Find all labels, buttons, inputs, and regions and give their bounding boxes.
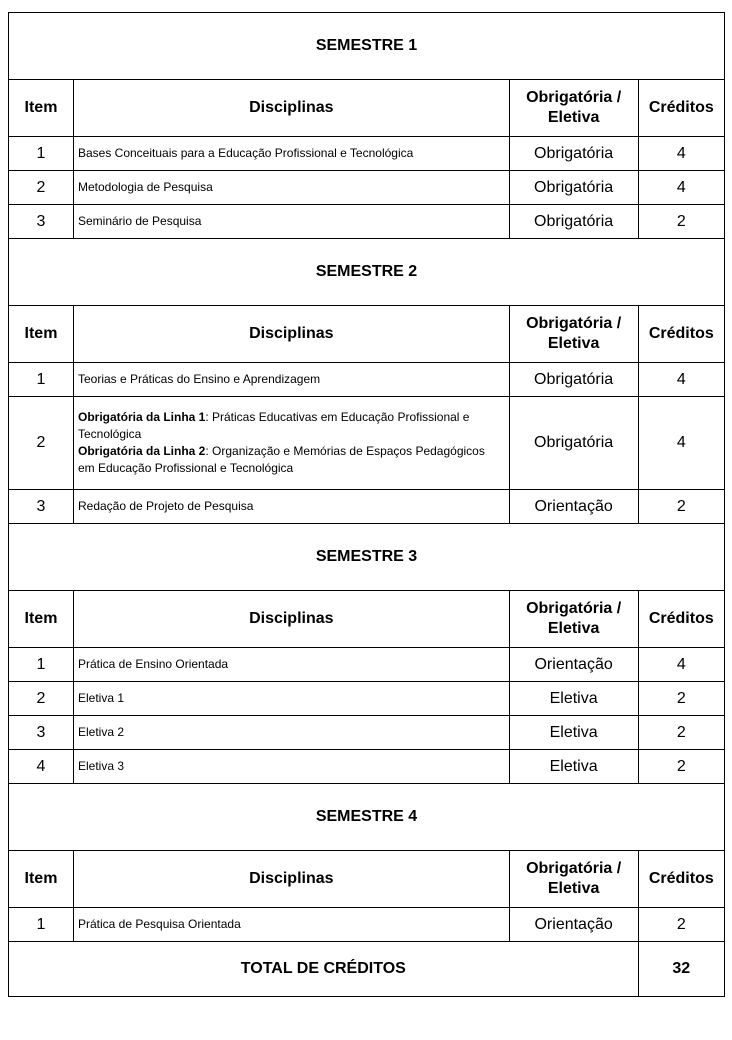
header-item: Item (9, 306, 74, 363)
header-disciplinas: Disciplinas (73, 851, 509, 908)
discipline-credits: 4 (638, 648, 724, 682)
discipline-type: Obrigatória (509, 137, 638, 171)
semester-4-title-row (9, 784, 725, 851)
item-number: 3 (9, 490, 74, 524)
item-number: 3 (9, 716, 74, 750)
discipline-credits: 2 (638, 750, 724, 784)
total-row (9, 942, 725, 997)
header-creditos: Créditos (638, 80, 724, 137)
semester-1-title-row (9, 13, 725, 80)
semester-3-header-row (9, 591, 725, 648)
item-number: 2 (9, 171, 74, 205)
discipline-name: Eletiva 1 (73, 682, 509, 716)
discipline-name: Eletiva 3 (73, 750, 509, 784)
discipline-credits: 2 (638, 908, 724, 942)
header-obrigatoria-eletiva: Obrigatória / Eletiva (509, 80, 638, 137)
discipline-name: Redação de Projeto de Pesquisa (73, 490, 509, 524)
discipline-type: Obrigatória (509, 397, 638, 490)
semester-3-title-row (9, 524, 725, 591)
discipline-type: Obrigatória (509, 205, 638, 239)
header-disciplinas: Disciplinas (73, 306, 509, 363)
header-obrigatoria-eletiva: Obrigatória / Eletiva (509, 851, 638, 908)
discipline-type: Eletiva (509, 716, 638, 750)
discipline-credits: 4 (638, 137, 724, 171)
discipline-type: Obrigatória (509, 363, 638, 397)
discipline-credits: 4 (638, 171, 724, 205)
table-row (9, 137, 725, 171)
semester-2-title: SEMESTRE 2 (9, 239, 725, 306)
discipline-credits: 2 (638, 205, 724, 239)
semester-4-title: SEMESTRE 4 (9, 784, 725, 851)
discipline-credits: 2 (638, 490, 724, 524)
discipline-type: Eletiva (509, 682, 638, 716)
discipline-name: Metodologia de Pesquisa (73, 171, 509, 205)
semester-3-title: SEMESTRE 3 (9, 524, 725, 591)
item-number: 2 (9, 682, 74, 716)
total-value: 32 (638, 942, 724, 997)
discipline-credits: 4 (638, 363, 724, 397)
table-row (9, 397, 725, 490)
discipline-type: Orientação (509, 908, 638, 942)
table-row (9, 363, 725, 397)
discipline-name: Prática de Ensino Orientada (73, 648, 509, 682)
discipline-credits: 2 (638, 682, 724, 716)
header-creditos: Créditos (638, 851, 724, 908)
discipline-type: Eletiva (509, 750, 638, 784)
discipline-credits: 2 (638, 716, 724, 750)
curriculum-sheet (8, 12, 725, 997)
discipline-name: Bases Conceituais para a Educação Profissional e Tecnológica (73, 137, 509, 171)
semester-2-header-row (9, 306, 725, 363)
curriculum-table (8, 12, 725, 997)
discipline-credits: 4 (638, 397, 724, 490)
header-disciplinas: Disciplinas (73, 591, 509, 648)
line-2-text: : Organização e Memórias de Espaços Pedagógicos em Educação Profissional e Tecnológica (77, 444, 485, 475)
header-creditos: Créditos (638, 591, 724, 648)
line-2-label: Obrigatória da Linha 2 (77, 444, 206, 458)
discipline-name-multiline (73, 397, 509, 490)
table-row (9, 171, 725, 205)
table-row (9, 682, 725, 716)
table-row (9, 750, 725, 784)
header-disciplinas: Disciplinas (73, 80, 509, 137)
header-creditos: Créditos (638, 306, 724, 363)
total-label: TOTAL DE CRÉDITOS (9, 942, 639, 997)
table-row (9, 490, 725, 524)
header-obrigatoria-eletiva: Obrigatória / Eletiva (509, 591, 638, 648)
discipline-name: Teorias e Práticas do Ensino e Aprendizagem (73, 363, 509, 397)
semester-4-header-row (9, 851, 725, 908)
line-1-text: : Práticas Educativas em Educação Profissional e Tecnológica (77, 410, 470, 441)
item-number: 1 (9, 908, 74, 942)
semester-2-title-row (9, 239, 725, 306)
item-number: 3 (9, 205, 74, 239)
header-item: Item (9, 591, 74, 648)
item-number: 1 (9, 137, 74, 171)
table-row (9, 648, 725, 682)
header-item: Item (9, 80, 74, 137)
table-row (9, 716, 725, 750)
item-number: 2 (9, 397, 74, 490)
item-number: 1 (9, 648, 74, 682)
semester-1-header-row (9, 80, 725, 137)
header-obrigatoria-eletiva: Obrigatória / Eletiva (509, 306, 638, 363)
header-item: Item (9, 851, 74, 908)
discipline-type: Orientação (509, 490, 638, 524)
discipline-name: Eletiva 2 (73, 716, 509, 750)
discipline-type: Obrigatória (509, 171, 638, 205)
item-number: 4 (9, 750, 74, 784)
semester-1-title: SEMESTRE 1 (9, 13, 725, 80)
table-row (9, 908, 725, 942)
item-number: 1 (9, 363, 74, 397)
line-1-label: Obrigatória da Linha 1 (77, 410, 206, 424)
discipline-name: Prática de Pesquisa Orientada (73, 908, 509, 942)
discipline-type: Orientação (509, 648, 638, 682)
table-row (9, 205, 725, 239)
discipline-name: Seminário de Pesquisa (73, 205, 509, 239)
